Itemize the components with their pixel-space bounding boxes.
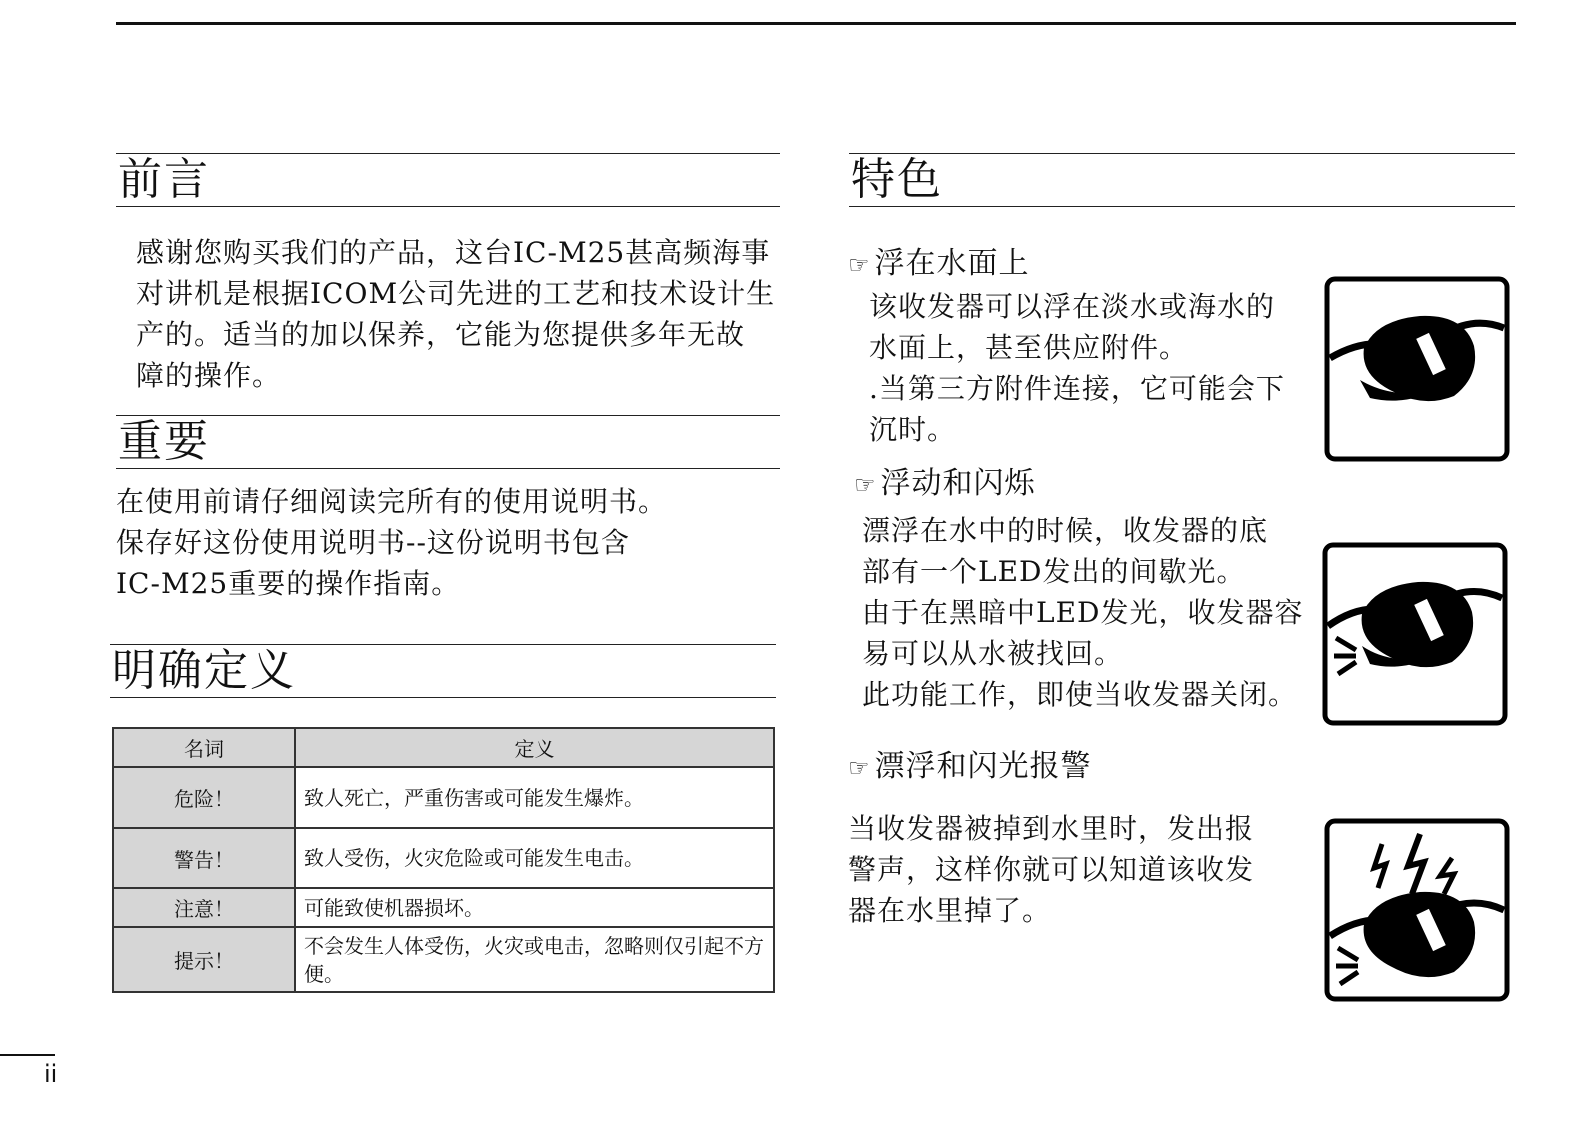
important-title: 重要: [116, 415, 780, 469]
feature-text-flash: [862, 510, 1303, 715]
definition-warning: 致人受伤，火灾危险或可能发生电击。: [295, 828, 774, 888]
feature-heading-flash: [854, 466, 1036, 503]
feature-line: 部有一个LED发出的间歇光。: [862, 555, 1246, 588]
feature-heading-text: 浮在水面上: [874, 246, 1030, 281]
feature-heading-text: 漂浮和闪光报警: [874, 749, 1092, 784]
pointing-hand-icon: ☞: [848, 754, 871, 782]
preface-line: 感谢您购买我们的产品，这台IC-M25甚高频海事: [136, 236, 771, 269]
feature-line: 此功能工作，即使当收发器关闭。: [862, 678, 1298, 711]
page-number-rule: [0, 1054, 55, 1056]
feature-line: 易可以从水被找回。: [862, 637, 1124, 670]
table-header-row: [113, 728, 774, 767]
feature-line: 由于在黑暗中LED发光，收发器容: [862, 596, 1304, 629]
definition-caution: 可能致使机器损坏。: [295, 888, 774, 927]
preface-text: [136, 232, 775, 396]
feature-line: 器在水里掉了。: [848, 894, 1052, 927]
feature-text-float: [869, 286, 1285, 450]
preface-line: 障的操作。: [136, 359, 282, 392]
floating-radio-illustration: [1324, 276, 1510, 462]
feature-heading-alarm: [848, 749, 1092, 786]
feature-heading-text: 浮动和闪烁: [880, 466, 1036, 501]
feature-line: 水面上，甚至供应附件。: [869, 331, 1189, 364]
table-row: [113, 927, 774, 992]
feature-line: .当第三方附件连接，它可能会下: [869, 372, 1285, 405]
definitions-table: [112, 727, 775, 993]
feature-line: 漂浮在水中的时候，收发器的底: [862, 514, 1269, 547]
pointing-hand-icon: ☞: [848, 251, 871, 279]
preface-title: 前言: [116, 153, 780, 207]
important-text: [116, 481, 667, 604]
feature-line: 警声，这样你就可以知道该收发: [848, 853, 1255, 886]
feature-line: 当收发器被掉到水里时，发出报: [848, 812, 1255, 845]
header-term: 名词: [113, 728, 295, 767]
term-caution: 注意！: [113, 888, 295, 927]
header-definition: 定义: [295, 728, 774, 767]
table-row: [113, 888, 774, 927]
term-note: 提示！: [113, 927, 295, 992]
table-row: [113, 828, 774, 888]
features-title: 特色: [849, 153, 1515, 207]
important-line: 在使用前请仔细阅读完所有的使用说明书。: [116, 485, 668, 518]
page-number: ii: [44, 1060, 58, 1088]
feature-line: 沉时。: [869, 413, 957, 446]
pointing-hand-icon: ☞: [854, 471, 877, 499]
term-warning: 警告！: [113, 828, 295, 888]
important-line: IC-M25重要的操作指南。: [116, 567, 461, 600]
feature-line: 该收发器可以浮在淡水或海水的: [869, 290, 1276, 323]
top-rule: [116, 22, 1516, 25]
preface-line: 产的。适当的加以保养，它能为您提供多年无故: [136, 318, 746, 351]
definition-note: 不会发生人体受伤，火灾或电击，忽略则仅引起不方便。: [295, 927, 774, 992]
feature-text-alarm: [848, 808, 1254, 931]
preface-line: 对讲机是根据ICOM公司先进的工艺和技术设计生: [136, 277, 776, 310]
alarm-radio-illustration: [1324, 818, 1510, 1002]
term-danger: 危险！: [113, 767, 295, 828]
definition-danger: 致人死亡，严重伤害或可能发生爆炸。: [295, 767, 774, 828]
important-line: 保存好这份使用说明书--这份说明书包含: [116, 526, 630, 559]
table-row: [113, 767, 774, 828]
definitions-title: 明确定义: [110, 644, 776, 698]
flashing-radio-illustration: [1322, 542, 1508, 726]
feature-heading-float: [848, 246, 1030, 283]
